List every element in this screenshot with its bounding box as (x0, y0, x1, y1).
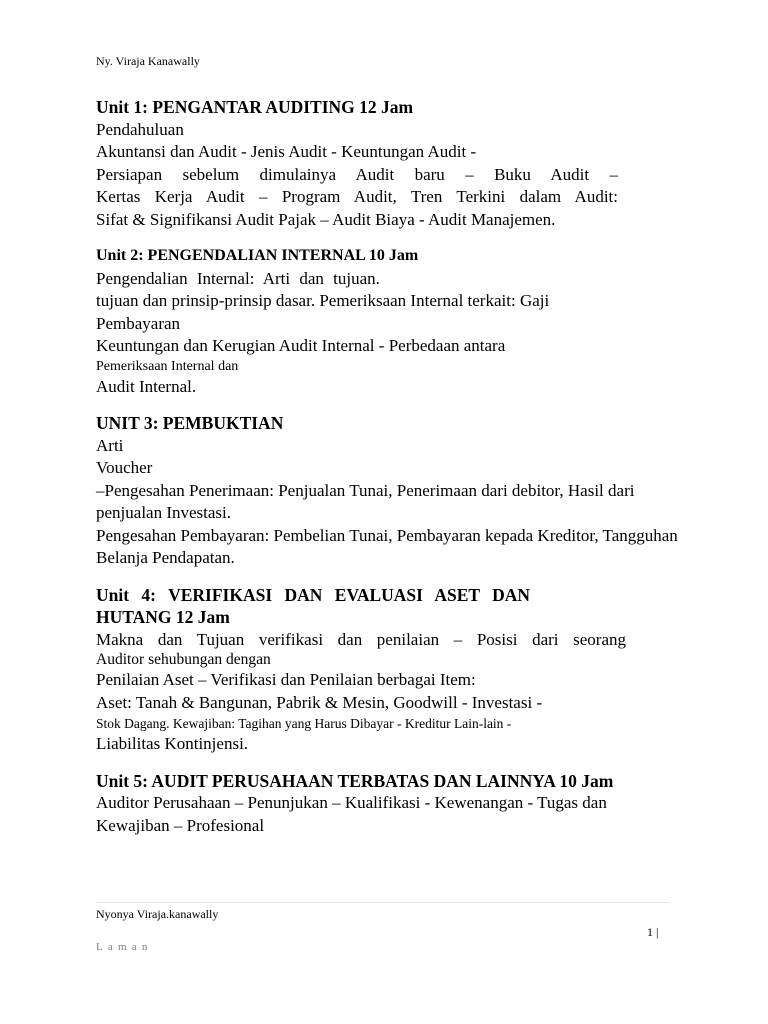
unit-line: penjualan Investasi. (96, 503, 232, 522)
unit-line: Kertas Kerja Audit – Program Audit, Tren Terkini dalam Audit: (96, 187, 618, 206)
unit-5 (96, 770, 768, 838)
unit-line: tujuan dan prinsip-prinsip dasar. Pemeriksaan Internal terkait: Gaji (96, 291, 550, 310)
unit-line: Kewajiban – Profesional (96, 815, 265, 835)
unit-line: Aset: Tanah & Bangunan, Pabrik & Mesin, Goodwill - Investasi - (96, 692, 543, 712)
unit-line: Belanja Pendapatan. (96, 548, 235, 567)
unit-line: –Pengesahan Penerimaan: Penjualan Tunai, Penerimaan dari debitor, Hasil dari (96, 480, 635, 500)
unit-1 (96, 96, 768, 231)
footer-divider (96, 902, 670, 903)
unit-4 (96, 584, 768, 756)
unit-line: Audit Internal. (96, 376, 197, 396)
unit-line: Persiapan sebelum dimulainya Audit baru – Buku Audit – (96, 164, 618, 184)
unit-line: Auditor sehubungan dengan (96, 651, 271, 668)
unit-line: Liabilitas Kontinjensi. (96, 734, 249, 753)
unit-line: Stok Dagang. Kewajiban: Tagihan yang Harus Dibayar - Kreditur Lain-lain - (96, 716, 512, 731)
unit-line: Sifat & Signifikansi Audit Pajak – Audit Biaya - Audit Manajemen. (96, 209, 556, 229)
page-number: 1 | (647, 925, 659, 939)
unit-line: Akuntansi dan Audit - Jenis Audit - Keuntungan Audit - (96, 142, 477, 161)
unit-title-continued: HUTANG 12 Jam (96, 607, 230, 627)
unit-line: Keuntungan dan Kerugian Audit Internal - Perbedaan antara (96, 336, 506, 355)
document-body (96, 96, 768, 851)
unit-line: Voucher (96, 458, 153, 477)
unit-title: Unit 2: PENGENDALIAN INTERNAL 10 Jam (96, 247, 419, 264)
unit-line: Pembayaran (96, 313, 181, 333)
unit-title: UNIT 3: PEMBUKTIAN (96, 413, 284, 433)
page-label: Laman (96, 941, 153, 953)
footer-name: Nyonya Viraja.kanawally (96, 907, 219, 921)
unit-line: Pengendalian Internal: Arti dan tujuan. (96, 268, 380, 288)
unit-line: Pengesahan Pembayaran: Pembelian Tunai, Pembayaran kepada Kreditor, Tangguhan (96, 525, 678, 545)
unit-title: Unit 1: PENGANTAR AUDITING 12 Jam (96, 97, 414, 117)
unit-line: Pemeriksaan Internal dan (96, 358, 239, 374)
unit-line: Pendahuluan (96, 119, 184, 139)
unit-line: Makna dan Tujuan verifikasi dan penilaian – Posisi dari seorang (96, 629, 626, 649)
unit-line: Arti (96, 435, 124, 455)
unit-line: Auditor Perusahaan – Penunjukan – Kualifikasi - Kewenangan - Tugas dan (96, 793, 607, 812)
unit-title: Unit 5: AUDIT PERUSAHAAN TERBATAS DAN LAINNYA 10 Jam (96, 770, 614, 791)
unit-title: Unit 4: VERIFIKASI DAN EVALUASI ASET DAN (96, 584, 531, 605)
unit-3 (96, 412, 768, 570)
unit-2 (96, 245, 768, 398)
unit-line: Penilaian Aset – Verifikasi dan Penilaian berbagai Item: (96, 670, 476, 689)
header-author: Ny. Viraja Kanawally (96, 54, 200, 68)
